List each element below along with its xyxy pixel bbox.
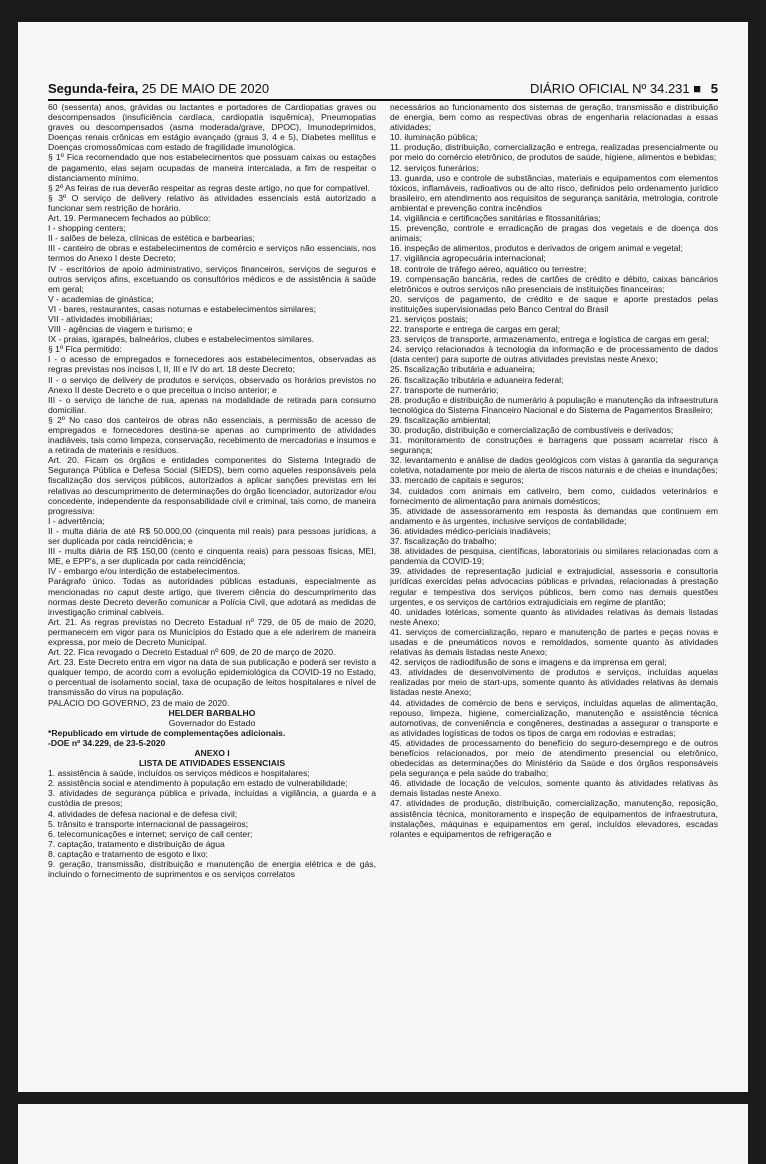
paragraph: 38. atividades de pesquisa, científicas, laboratoriais ou similares relacionadas com a pandemia da COVID-19; [390,546,718,567]
paragraph: 36. atividades médico-periciais inadiáveis; [390,525,551,536]
paragraph: 42. serviços de radiodifusão de sons e imagens e da imprensa em geral; [390,657,667,668]
paragraph: Governador do Estado [168,717,256,728]
paragraph: 60 (sessenta) anos, grávidas ou lactantes e portadores de Cardiopatias graves ou descompensados (insuficiência cardíaca, cardiopatia isquêmica), Pneumopatias graves ou descompensados (asma moderada/grave, DPOC), Imunodeprimidos, Doenças renais crônicas em estágio avançado (graus 3, 4 e 5), Diabetes mellitus e Doenças cromossômicas com estado de fragilidade imunológica. [48,102,376,153]
paragraph: 9. geração, transmissão, distribuição e manutenção de energia elétrica e de gás, incluindo o fornecimento de suprimentos e os serviços correlatos [48,859,376,880]
paragraph: 7. captação, tratamento e distribuição de água [48,838,225,849]
paragraph: I - shopping centers; [48,223,126,234]
paragraph: 20. serviços de pagamento, de crédito e de saque e aporte prestados pelas instituições supervisionadas pelo Banco Central do Brasil [390,293,718,314]
header-weekday: Segunda-feira, [48,81,139,96]
paragraph: 24. serviço relacionados à tecnologia da informação e de processamento de dados (data center) para suporte de outras atividades previstas neste Anexo; [390,344,718,365]
paragraph: IX - praias, igarapés, balneários, clubes e estabelecimentos similares. [48,334,315,345]
paragraph: 30. produção, distribuição e comercialização de combustíveis e derivados; [390,425,674,435]
paragraph: -DOE nº 34.229, de 23-5-2020 [48,737,166,748]
paragraph: § 1º Fica permitido: [48,344,122,355]
paragraph: 28. produção e distribuição de numerário à população e manutenção da infraestrutura tecnológica do Sistema Financeiro Nacional e do Sistema de Pagamentos Brasileiro; [390,394,718,415]
paragraph: 43. atividades de desenvolvimento de produtos e serviços, incluídas aquelas realizadas por meio de start-ups, somente quanto às atividades relativas às demais listadas neste Anexo; [390,667,718,698]
paragraph: 19. compensação bancária, redes de cartões de crédito e débito, caixas bancários eletrônicos e outros serviços não presenciais de instituições financeiras; [390,273,718,294]
paragraph: PALÁCIO DO GOVERNO, 23 de maio de 2020. [48,697,230,708]
paragraph: VII - atividades imobiliárias; [48,313,153,324]
paragraph: 31. monitoramento de construções e barragens que possam acarretar risco à segurança; [390,435,718,456]
header-date [48,81,269,96]
paragraph: LISTA DE ATIVIDADES ESSENCIAIS [138,758,286,769]
paragraph: 23. serviços de transporte, armazenamento, entrega e logística de cargas em geral; [390,334,710,345]
paragraph: 44. atividades de comércio de bens e serviços, incluídas aquelas de alimentação, repouso, limpeza, higiene, comercialização, manutenção e assistência técnica automotivas, de conveniência e congêneres, destinadas a assegurar o transporte e as atividades logísticas de todos os tipos de carga em rodovias e estradas; [390,697,718,738]
paragraph: Parágrafo único. Todas as autoridades públicas estaduais, especialmente as mencionadas no caput deste artigo, que tiverem ciência do descumprimento das normas deste Decreto deverão comunicar a Polícia Civil, que adotará as medidas de investigação criminal cabíveis. [48,576,376,617]
page-header [48,78,718,96]
paragraph: 12. serviços funerários; [390,162,479,173]
left-column [48,102,376,1082]
paragraph: I - advertência; [48,515,105,526]
paragraph: § 2º As feiras de rua deverão respeitar as regras deste artigo, no que for compatível. [48,182,370,193]
paragraph: ANEXO I [194,748,230,758]
newspaper-page [18,22,748,1092]
right-column [390,102,718,1082]
paragraph: HELDER BARBALHO [168,707,256,718]
paragraph: 4. atividades de defesa nacional e de defesa civil; [48,808,238,819]
paragraph: III - canteiro de obras e estabelecimentos de comércio e serviços não essenciais, nos termos do Anexo I deste Decreto; [48,243,376,264]
paragraph: 1. assistência à saúde, incluídos os serviços médicos e hospitalares; [48,768,310,779]
paragraph: VIII - agências de viagem e turismo; e [48,324,193,335]
paragraph: 40. unidades lotéricas, somente quanto às atividades relativas às demais listadas neste Anexo; [390,606,718,627]
paragraph: 17. vigilância agropecuária internacional; [390,253,546,264]
paragraph: IV - embargo e/ou interdição de estabelecimentos. [48,566,241,577]
header-page-number: 5 [710,81,718,96]
paragraph: 16. inspeção de alimentos, produtos e derivados de origem animal e vegetal; [390,243,683,254]
paragraph: 33. mercado de capitais e seguros; [390,475,524,486]
paragraph: § 2º No caso dos canteiros de obras não essenciais, a permissão de acesso de empregados e fornecedores destina-se apenas ao cumprimento de atividades inadiáveis, tais como limpeza, conservação, recebimento de mercadorias e insumos e a retirada de materiais e resíduos. [48,414,376,456]
paragraph: 10. iluminação pública; [390,132,478,143]
next-page-edge [18,1104,748,1164]
paragraph: VI - bares, restaurantes, casas noturnas e estabelecimentos similares; [48,303,316,314]
paragraph: Art. 23. Este Decreto entra em vigor na data de sua publicação e poderá ser revisto a qualquer tempo, de acordo com a evolução epidemiológica da COVID-19 no Estado, o percentual de isolamento social, taxa de ocupação de leitos hospitalares e nível de transmissão do vírus na população. [48,657,376,698]
paragraph: § 1º Fica recomendado que nos estabelecimentos que possuam caixas ou estações de pagamento, elas sejam ocupadas de maneira intercalada, a fim de respeitar o distanciamento mínimo. [48,152,376,183]
paragraph: 29. fiscalização ambiental; [390,414,491,425]
paragraph: 45. atividades de processamento do benefício do seguro-desemprego e de outros benefícios relacionados, por meio de atendimento presencial ou eletrônico, obedecidas as determinações do Ministério da Saúde e dos órgãos responsáveis pela segurança e pela saúde do trabalho; [390,737,718,779]
paragraph: Art. 22. Fica revogado o Decreto Estadual nº 609, de 20 de março de 2020. [48,647,336,658]
paragraph: 41. serviços de comercialização, reparo e manutenção de partes e peças novas e usadas e de pneumáticos novos e remoldados, somente quanto às atividades relativas às demais listadas neste Anexo; [390,626,718,658]
paragraph: 3. atividades de segurança pública e privada, incluídas a vigilância, a guarda e a custódia de presos; [48,788,376,809]
paragraph: I - o acesso de empregados e fornecedores aos estabelecimentos, observadas as regras previstas nos incisos I, II, III e IV do art. 18 deste Decreto; [48,354,376,375]
paragraph: 32. levantamento e análise de dados geológicos com vistas à garantia da segurança coletiva, notadamente por meio de alerta de riscos naturais e de cheias e inundações; [390,455,718,476]
paragraph: Art. 21. As regras previstas no Decreto Estadual nº 729, de 05 de maio de 2020, permanecem em vigor para os Municípios do Estado que a ele aderirem de maneira expressa, por meio de Decreto Municipal. [48,616,376,647]
header-square-icon: ■ [693,81,702,96]
paragraph: 15. prevenção, controle e erradicação de pragas dos vegetais e de doença dos animais; [390,223,718,244]
text-columns [48,102,718,1082]
paragraph: 11. produção, distribuição, comercialização e entrega, realizadas presencialmente ou por meio do comércio eletrônico, de produtos de saúde, higiene, alimentos e bebidas; [390,142,718,163]
paragraph: necessários ao funcionamento dos sistemas de geração, transmissão e distribuição de energia, bem como as respectivas obras de engenharia relacionadas a essas atividades; [390,102,718,133]
paragraph: 37. fiscalização do trabalho; [390,536,497,547]
paragraph: V - academias de ginástica; [48,293,154,304]
paragraph: 21. serviços postais; [390,313,468,324]
paragraph: 26. fiscalização tributária e aduaneira federal; [390,374,564,385]
header-paper-name: DIÁRIO OFICIAL Nº 34.231 [530,81,690,96]
paragraph: 13. guarda, uso e controle de substâncias, materiais e equipamentos com elementos tóxicos, inflamáveis, radioativos ou de alto risco, definidos pelo ordenamento jurídico brasileiro, em atendimento aos requisitos de segurança sanitária, metrologia, controle ambiental e prevenção contra incêndios [390,172,718,213]
paragraph: 47. atividades de produção, distribuição, comercialização, manutenção, reposição, assistência técnica, monitoramento e inspeção de equipamentos de infraestrutura, instalações, máquinas e equipamentos em geral, incluídos elevadores, escadas rolantes e equipamentos de refrigeração e [390,798,718,839]
paragraph: 5. trânsito e transporte internacional de passageiros; [48,818,249,829]
paragraph: 2. assistência social e atendimento à população em estado de vulnerabilidade; [48,778,348,789]
paragraph: III - o serviço de lanche de rua, apenas na modalidade de retirada para consumo domiciliar. [48,394,376,415]
header-paper [530,81,718,96]
paragraph: *Republicado em virtude de complementações adicionais. [48,727,286,738]
paragraph: II - salões de beleza, clínicas de estética e barbearias; [48,233,255,244]
paragraph: Art. 19. Permanecem fechados ao público: [48,213,211,224]
paragraph: 46. atividade de locação de veículos, somente quanto às atividades relativas às demais listadas neste Anexo. [390,778,718,799]
paragraph: 27. transporte de numerário; [390,384,499,395]
header-rule [48,99,718,101]
paragraph: 25. fiscalização tributária e aduaneira; [390,364,535,375]
paragraph: 35. atividade de assessoramento em resposta às demandas que continuem em andamento e às urgentes, inclusive serviços de contabilidade; [390,505,718,526]
paragraph: 14. vigilância e certificações sanitárias e fitossanitárias; [390,213,601,224]
paragraph: 34. cuidados com animais em cativeiro, bem como, cuidados veterinários e fornecimento de alimentação para animais domésticos; [390,485,718,506]
paragraph: IV - escritórios de apoio administrativo, serviços financeiros, serviços de seguros e outros serviços afins, excetuando os consultórios médicos e de assistência à saúde em geral; [48,263,376,294]
paragraph: 22. transporte e entrega de cargas em geral; [390,324,561,335]
paragraph: § 3º O serviço de delivery relativo às atividades essenciais está autorizado a funcionar sem restrição de horário. [48,192,376,213]
paragraph: 18. controle de tráfego aéreo, aquático ou terrestre; [390,263,587,274]
header-date-text: 25 DE MAIO DE 2020 [141,81,270,96]
paragraph: 6. telecomunicações e internet; serviço de call center; [48,828,253,839]
paragraph: II - multa diária de até R$ 50.000,00 (cinquenta mil reais) para pessoas jurídicas, a ser duplicada por cada reincidência; e [48,525,376,547]
paragraph: Art. 20. Ficam os órgãos e entidades componentes do Sistema Integrado de Segurança Pública e Defesa Social (SIEDS), bem como aqueles responsáveis pela fiscalização dos serviços públicos, autorizados a aplicar sanções previstas em lei relativas ao descumprimento de determinações do órgão licenciador, autorizador e/ou concedente, independente da responsabilidade civil e criminal, tais como, de maneira progressiva: [48,455,376,516]
paragraph: 8. captação e tratamento de esgoto e lixo; [48,848,209,859]
paragraph: II - o serviço de delivery de produtos e serviços, observado os horários previstos no Anexo II deste Decreto e o que preceitua o inciso anterior; e [48,374,376,395]
paragraph: 39. atividades de representação judicial e extrajudicial, assessoria e consultoria jurídicas exercidas pelas advocacias públicas e privadas, relacionadas à prestação regular e tempestiva dos serviços públicos, bem como nas demais questões urgentes, e os serviços de cartórios extrajudiciais em regime de plantão; [390,566,718,607]
paragraph: III - multa diária de R$ 150,00 (cento e cinquenta reais) para pessoas físicas, MEI, ME, e EPP's, a ser duplicada por cada reincidência; [48,546,376,567]
